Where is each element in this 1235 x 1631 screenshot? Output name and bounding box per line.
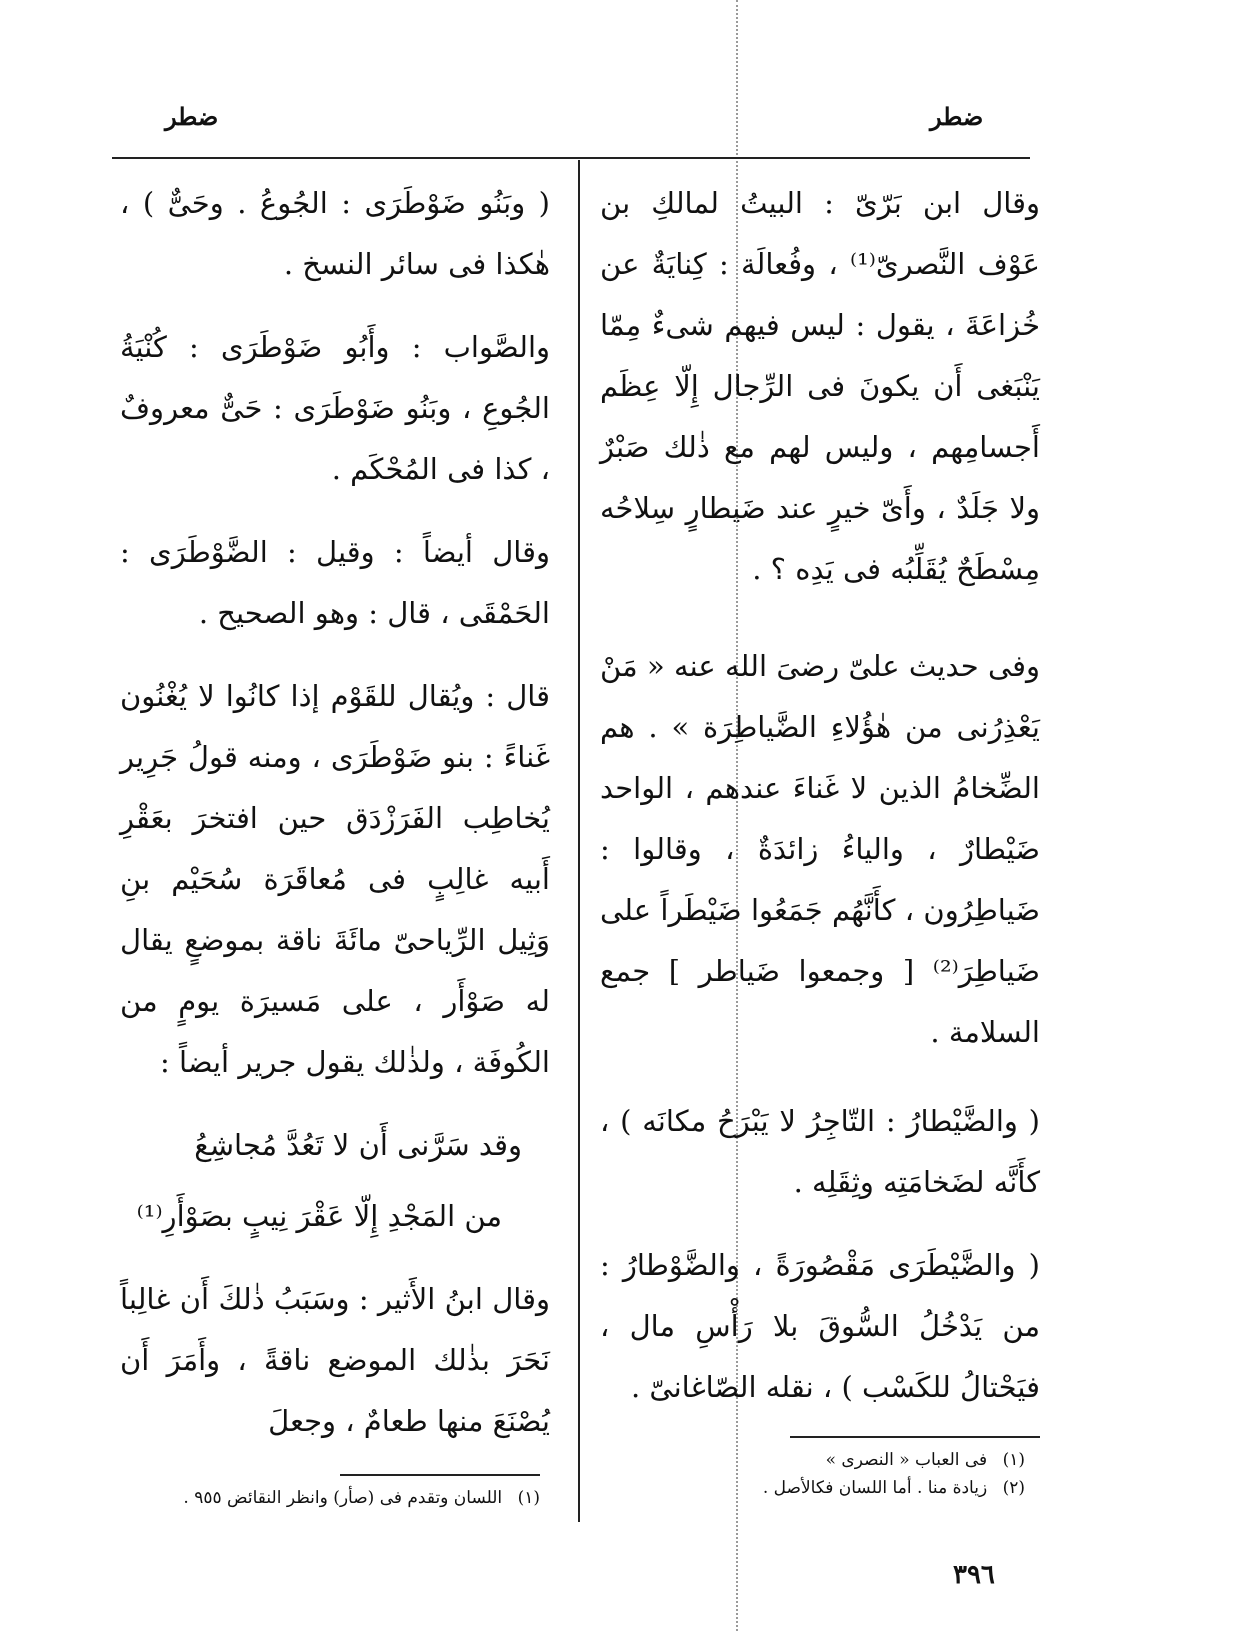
page-number: ٣٩٦ (953, 1560, 995, 1590)
running-head-left: ضطر (165, 102, 219, 131)
right-column (600, 173, 1040, 1440)
footnote (150, 1484, 540, 1512)
verse-line: من المَجْدِ إِلّا عَقْرَ نِيبٍ بصَوْأَرِ⁽¹⁾ (136, 1199, 502, 1233)
paragraph: وقال أيضاً : وقيل : الضَّوْطَرَى : الحَمْقَى ، قال : وهو الصحيح . (120, 535, 550, 630)
left-column (120, 173, 550, 1474)
paragraph: وقال ابن بَرّىّ : البيتُ لمالكِ بن عَوْف النَّصرىّ⁽¹⁾ ، وفُعالَة : كِنايَةٌ عن خُزاعَةَ ، يقول : ليس فيهم شىءٌ مِمّا يَنْبَغى أَن يكونَ فى الرِّجال إِلّا عِظَم أَجسامِهم ، وليس لهم مع ذٰلك صَبْرٌ ولا جَلَدٌ ، وأَىّ خيرٍ عند ضَيطارٍ سِلاحُه مِسْطَحٌ يُقَلِّبُه فى يَدِه ؟ . (600, 186, 1040, 586)
footnote-rule (790, 1436, 1040, 1438)
footnote-text: اللسان وتقدم فى (صأر) وانظر النقائض ٩٥٥ . (183, 1488, 503, 1508)
footnote (735, 1446, 1025, 1474)
paragraph: وقال ابنُ الأَثير : وسَبَبُ ذٰلكَ أَن غالِباً نَحَرَ بذٰلك الموضع ناقةً ، وأَمَرَ أَن يُصْنَعَ منها طعامٌ ، وجعلَ (120, 1282, 550, 1438)
header-rule (112, 157, 1030, 159)
paragraph: وفى حديث علىّ رضىَ الله عنه « مَنْ يَعْذِرُنى من هٰؤُلاءِ الضَّياطِرَة » . هم الضِّخامُ الذين لا غَناءَ عندهم ، الواحد ضَيْطارٌ ، والياءُ زائدَةٌ ، وقالوا : ضَياطِرُون ، كأَنَّهُم جَمَعُوا ضَيْطَراً على ضَياطِرَ⁽²⁾ [ وجمعوا ضَياطر ] جمع السلامة . (600, 649, 1040, 1049)
paragraph: ( والضَّيْطارُ : التّاجِرُ لا يَبْرَحُ مكانَه ) ، كأَنَّه لضَخامَتِه وثِقَلِه . (600, 1104, 1040, 1199)
paragraph: ( وبَنُو ضَوْطَرَى : الجُوعُ . وحَىٌّ ) ، هٰكذا فى سائر النسخ . (120, 186, 550, 281)
paragraph: ( والضَّيْطَرَى مَقْصُورَةً ، والضَّوْطارُ : من يَدْخُلُ السُّوقَ بلا رَأْسِ مال ، فيَحْتالُ للكَسْب ) ، نقله الصّاغانىّ . (600, 1248, 1040, 1404)
paragraph: قال : ويُقال للقَوْم إذا كانُوا لا يُغْنُون غَناءً : بنو ضَوْطَرَى ، ومنه قولُ جَرِير يُخاطِب الفَرَزْدَق حين افتخرَ بعَقْرِ أَبيه غالِبٍ فى مُعاقَرَة سُحَيْم بنِ وَثِيل الرِّياحىّ مائَةَ ناقة بموضعٍ يقال له صَوْأَر ، على مَسيرَة يومٍ من الكُوفَة ، ولذٰلك يقول جرير أيضاً : (120, 679, 550, 1079)
footnote-text: زيادة منا . أما اللسان فكالأصل . (762, 1478, 988, 1498)
running-head-right: ضطر (930, 102, 984, 131)
footnote-text: فى العباب « النصرى » (825, 1450, 988, 1470)
footnote-number: (١) (1002, 1450, 1025, 1470)
footnote (735, 1474, 1025, 1502)
verse-line: وقد سَرَّنى أَن لا تَعُدَّ مُجاشِعُ (194, 1128, 522, 1162)
footnote-number: (٢) (1002, 1478, 1025, 1498)
footnote-number: (١) (517, 1488, 540, 1508)
footnote-rule (340, 1474, 540, 1476)
footnotes-left (150, 1484, 540, 1512)
paragraph: والصَّواب : وأَبُو ضَوْطَرَى : كُنْيَةُ الجُوعِ ، وبَنُو ضَوْطَرَى : حَىٌّ معروفٌ ، كذا فى المُحْكَم . (120, 330, 550, 486)
footnotes-right (735, 1446, 1025, 1502)
column-divider (578, 160, 580, 1522)
